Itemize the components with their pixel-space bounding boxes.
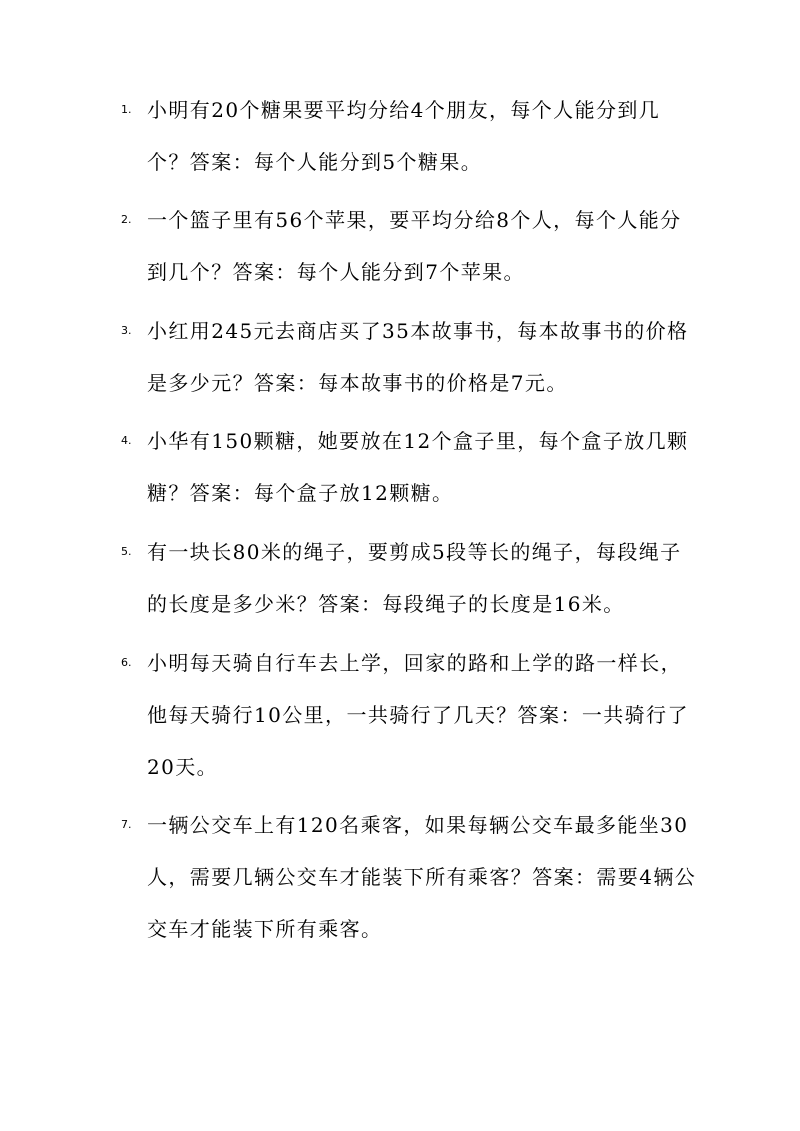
question-number: 5. — [121, 545, 132, 558]
question-number: 2. — [121, 213, 132, 226]
question-text: 有一块长80米的绳子，要剪成5段等长的绳子，每段绳子的长度是多少米？答案：每段绳子的长度是16米。 — [147, 540, 682, 616]
question-number: 7. — [121, 818, 132, 831]
question-text: 小红用245元去商店买了35本故事书，每本故事书的价格是多少元？答案：每本故事书的价格是7元。 — [147, 319, 689, 395]
question-text: 一辆公交车上有120名乘客，如果每辆公交车最多能坐30人，需要几辆公交车才能装下所有乘客？答案：需要4辆公交车才能装下所有乘客。 — [147, 813, 697, 941]
question-number: 3. — [121, 324, 132, 337]
question-text: 一个篮子里有56个苹果，要平均分给8个人，每个人能分到几个？答案：每个人能分到7个苹果。 — [147, 208, 682, 284]
question-number: 4. — [121, 434, 132, 447]
question-text: 小华有150颗糖，她要放在12个盒子里，每个盒子放几颗糖？答案：每个盒子放12颗糖。 — [147, 429, 689, 505]
question-text: 小明每天骑自行车去上学，回家的路和上学的路一样长，他每天骑行10公里，一共骑行了几天？答案：一共骑行了20天。 — [147, 651, 689, 779]
question-number: 1. — [121, 103, 132, 116]
question-text: 小明有20个糖果要平均分给4个朋友，每个人能分到几个？答案：每个人能分到5个糖果。 — [147, 98, 661, 174]
question-number: 6. — [121, 656, 132, 669]
